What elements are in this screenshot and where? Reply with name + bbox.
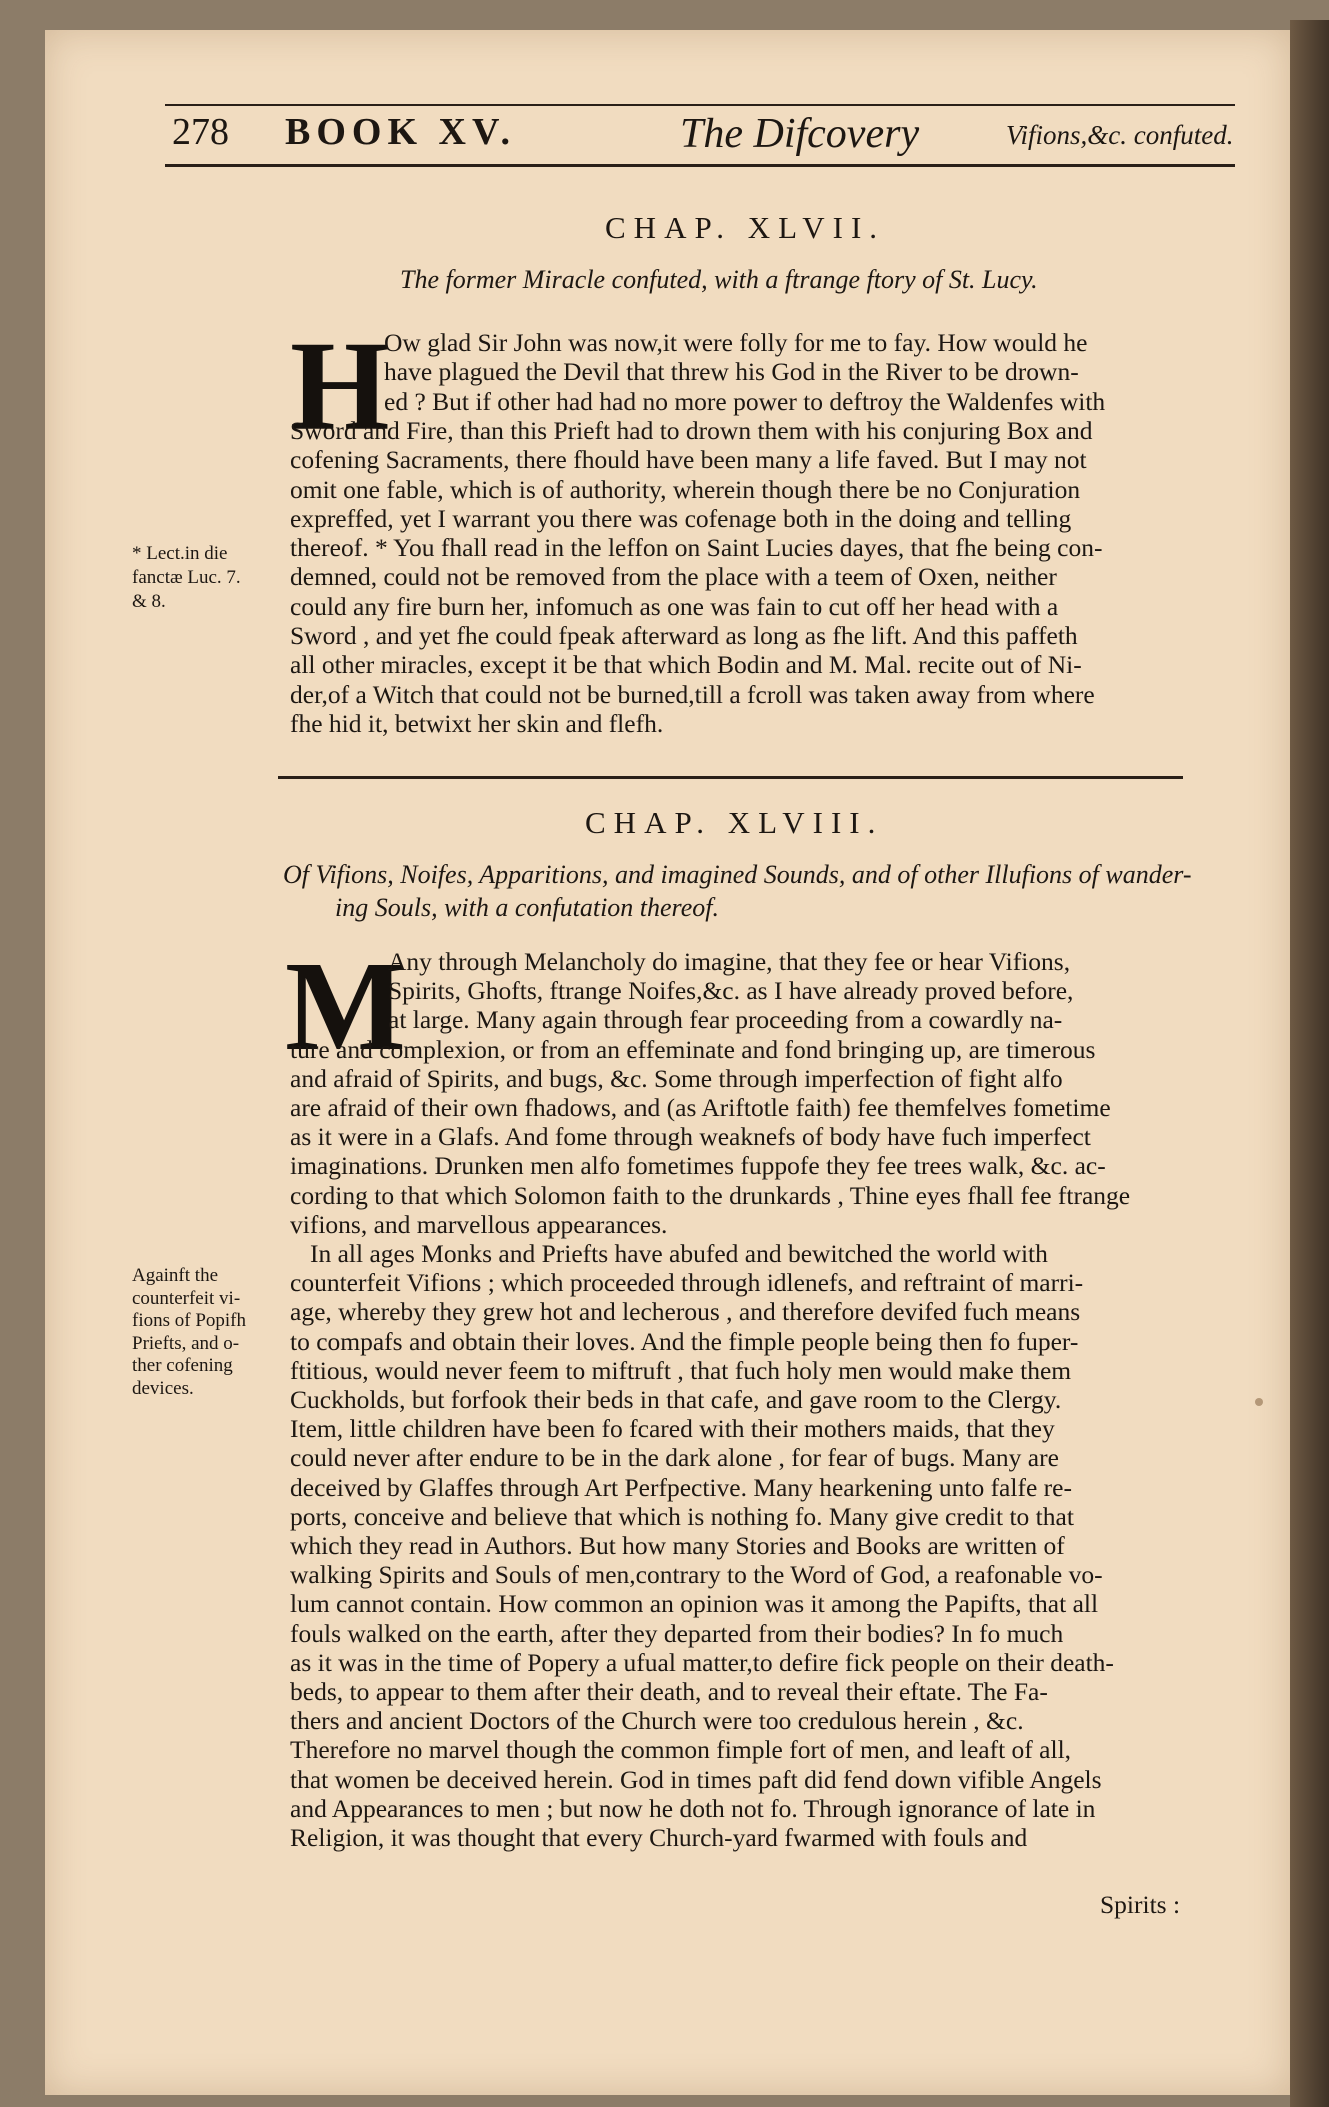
section-rule [278,776,1183,779]
text-line: vifions, and marvellous appearances. [290,1209,668,1239]
text-line: walking Spirits and Souls of men,contrary to the Word of God, a reafonable vo- [290,1560,1103,1590]
text-line: beds, to appear to them after their death, and to reveal their eftate. The Fa- [290,1677,1048,1706]
margin-note-line: Priefts, and o- [132,1332,240,1354]
margin-note-line: fions of Popifh [132,1310,246,1331]
margin-note-line: counterfeit vi- [132,1287,241,1309]
chapter-48-subtitle-line1: Of Vifions, Noifes, Apparitions, and imagined Sounds, and of other Illufions of wander- [283,860,1192,889]
text-line: expreffed, yet I warrant you there was cofenage both in the doing and telling [290,503,1072,533]
text-line: In all ages Monks and Priefts have abufed and bewitched the world with [310,1239,1048,1268]
text-line: ports, conceive and believe that which is nothing fo. Many give credit to that [290,1501,1074,1531]
text-line: at large. Many again through fear proceeding from a cowardly na- [388,1005,1063,1035]
text-line: Item, little children have been fo fcared with their mothers maids, that they [290,1414,1055,1444]
text-line: der,of a Witch that could not be burned,till a fcroll was taken away from where [290,679,1095,709]
text-line: as it were in a Glafs. And fome through weaknefs of body have fuch imperfect [290,1122,1091,1152]
text-line: have plagued the Devil that threw his God in the River to be drown- [384,357,1079,387]
text-line: Sword , and yet fhe could fpeak afterward as long as fhe lift. And this paffeth [290,621,1078,650]
text-line: lum cannot contain. How common an opinion was it among the Papifts, that all [290,1589,1099,1619]
text-line: ftitious, would never feem to miftruft , that fuch holy men would make them [290,1355,1072,1385]
text-line: Ow glad Sir John was now,it were folly for me to fay. How would he [384,328,1088,357]
text-line: could any fire burn her, infomuch as one was fain to cut off her head with a [290,591,1059,621]
text-line: fhe hid it, betwixt her skin and flefh. [290,708,664,738]
text-line: thereof. * You fhall read in the leffon on Saint Lucies dayes, that fhe being con- [290,533,1103,563]
text-line: imaginations. Drunken men alfo fometimes fuppofe they fee trees walk, &c. ac- [290,1151,1106,1181]
chapter-48-subtitle-line2: ing Souls, with a confutation thereof. [335,893,719,922]
text-line: Cuckholds, but forfook their beds in that cafe, and gave room to the Clergy. [290,1385,1062,1414]
margin-note-line: * Lect.in die [132,543,228,564]
top-rule [165,104,1235,106]
text-line: fouls walked on the earth, after they departed from their bodies? In fo much [290,1618,1064,1648]
chapter-47-subtitle: The former Miracle confuted, with a ftrange ftory of St. Lucy. [400,265,1038,294]
text-line: Spirits, Ghofts, ftrange Noifes,&c. as I have already proved before, [388,976,1074,1006]
chapter-48-dropcap: M [285,935,406,1077]
text-line: cording to that which Solomon faith to the drunkards , Thine eyes fhall fee ftrange [290,1180,1131,1210]
text-line: Therefore no marvel though the common fimple fort of men, and leaft of all, [290,1735,1072,1765]
text-line: ed ? But if other had had no more power to deftroy the Waldenfes with [384,386,1106,416]
margin-note-line: ther cofening [132,1355,233,1376]
text-line: thers and ancient Doctors of the Church were too credulous herein , &c. [290,1706,1024,1736]
text-line: which they read in Authors. But how many Stories and Books are written of [290,1531,1065,1560]
running-title: The Difcovery [680,111,920,157]
text-line: demned, could not be removed from the place with a teem of Oxen, neither [290,562,1057,592]
text-line: are afraid of their own fhadows, and (as Ariftotle faith) fee themfelves fometime [290,1093,1111,1122]
catchword: Spirits : [1100,1890,1181,1919]
text-line: all other miracles, except it be that which Bodin and M. Mal. recite out of Ni- [290,650,1082,680]
text-line: to compafs and obtain their loves. And the fimple people being then fo fuper- [290,1326,1079,1356]
text-line: ture and complexion, or from an effeminate and fond bringing up, are timerous [290,1034,1096,1064]
running-subject: Vifions,&c. confuted. [1006,120,1234,150]
text-line: Any through Melancholy do imagine, that they fee or hear Vifions, [388,947,1071,976]
page-number: 278 [172,111,229,153]
margin-note-line: & 8. [132,591,166,612]
margin-note-line: devices. [132,1377,194,1399]
text-line: counterfeit Vifions ; which proceeded through idlenefs, and reftraint of marri- [290,1268,1084,1298]
chapter-48-heading: CHAP. XLVIII. [585,805,884,840]
text-line: cofening Sacraments, there fhould have been many a life faved. But I may not [290,445,1087,475]
chapter-47-heading: CHAP. XLVII. [605,210,886,245]
text-line: as it was in the time of Popery a ufual matter,to defire fick people on their death- [290,1647,1114,1677]
text-line: deceived by Glaffes through Art Perfpective. Many hearkening unto falfe re- [290,1472,1072,1502]
text-line: age, whereby they grew hot and lecherous , and therefore devifed fuch means [290,1297,1081,1327]
text-line: Sword and Fire, than this Prieft had to drown them with his conjuring Box and [290,415,1093,445]
text-line: could never after endure to be in the dark alone , for fear of bugs. Many are [290,1443,1059,1473]
chapter-47-dropcap: H [290,315,390,457]
text-line: Religion, it was thought that every Church-yard fwarmed with fouls and [290,1823,1028,1852]
text-line: and afraid of Spirits, and bugs, &c. Some through imperfection of fight alfo [290,1063,1063,1093]
margin-note-line: fanctæ Luc. 7. [132,567,241,588]
header-rule [165,164,1235,167]
text-line: and Appearances to men ; but now he doth not fo. Through ignorance of late in [290,1793,1096,1823]
page-edge [1290,20,1329,2107]
book-label: BOOK XV. [285,111,517,153]
text-line: that women be deceived herein. God in times paft did fend down vifible Angels [290,1764,1102,1794]
ink-spot [1255,1398,1263,1406]
text-line: omit one fable, which is of authority, wherein though there be no Conjuration [290,474,1081,504]
margin-note-line: Againft the [132,1265,219,1286]
